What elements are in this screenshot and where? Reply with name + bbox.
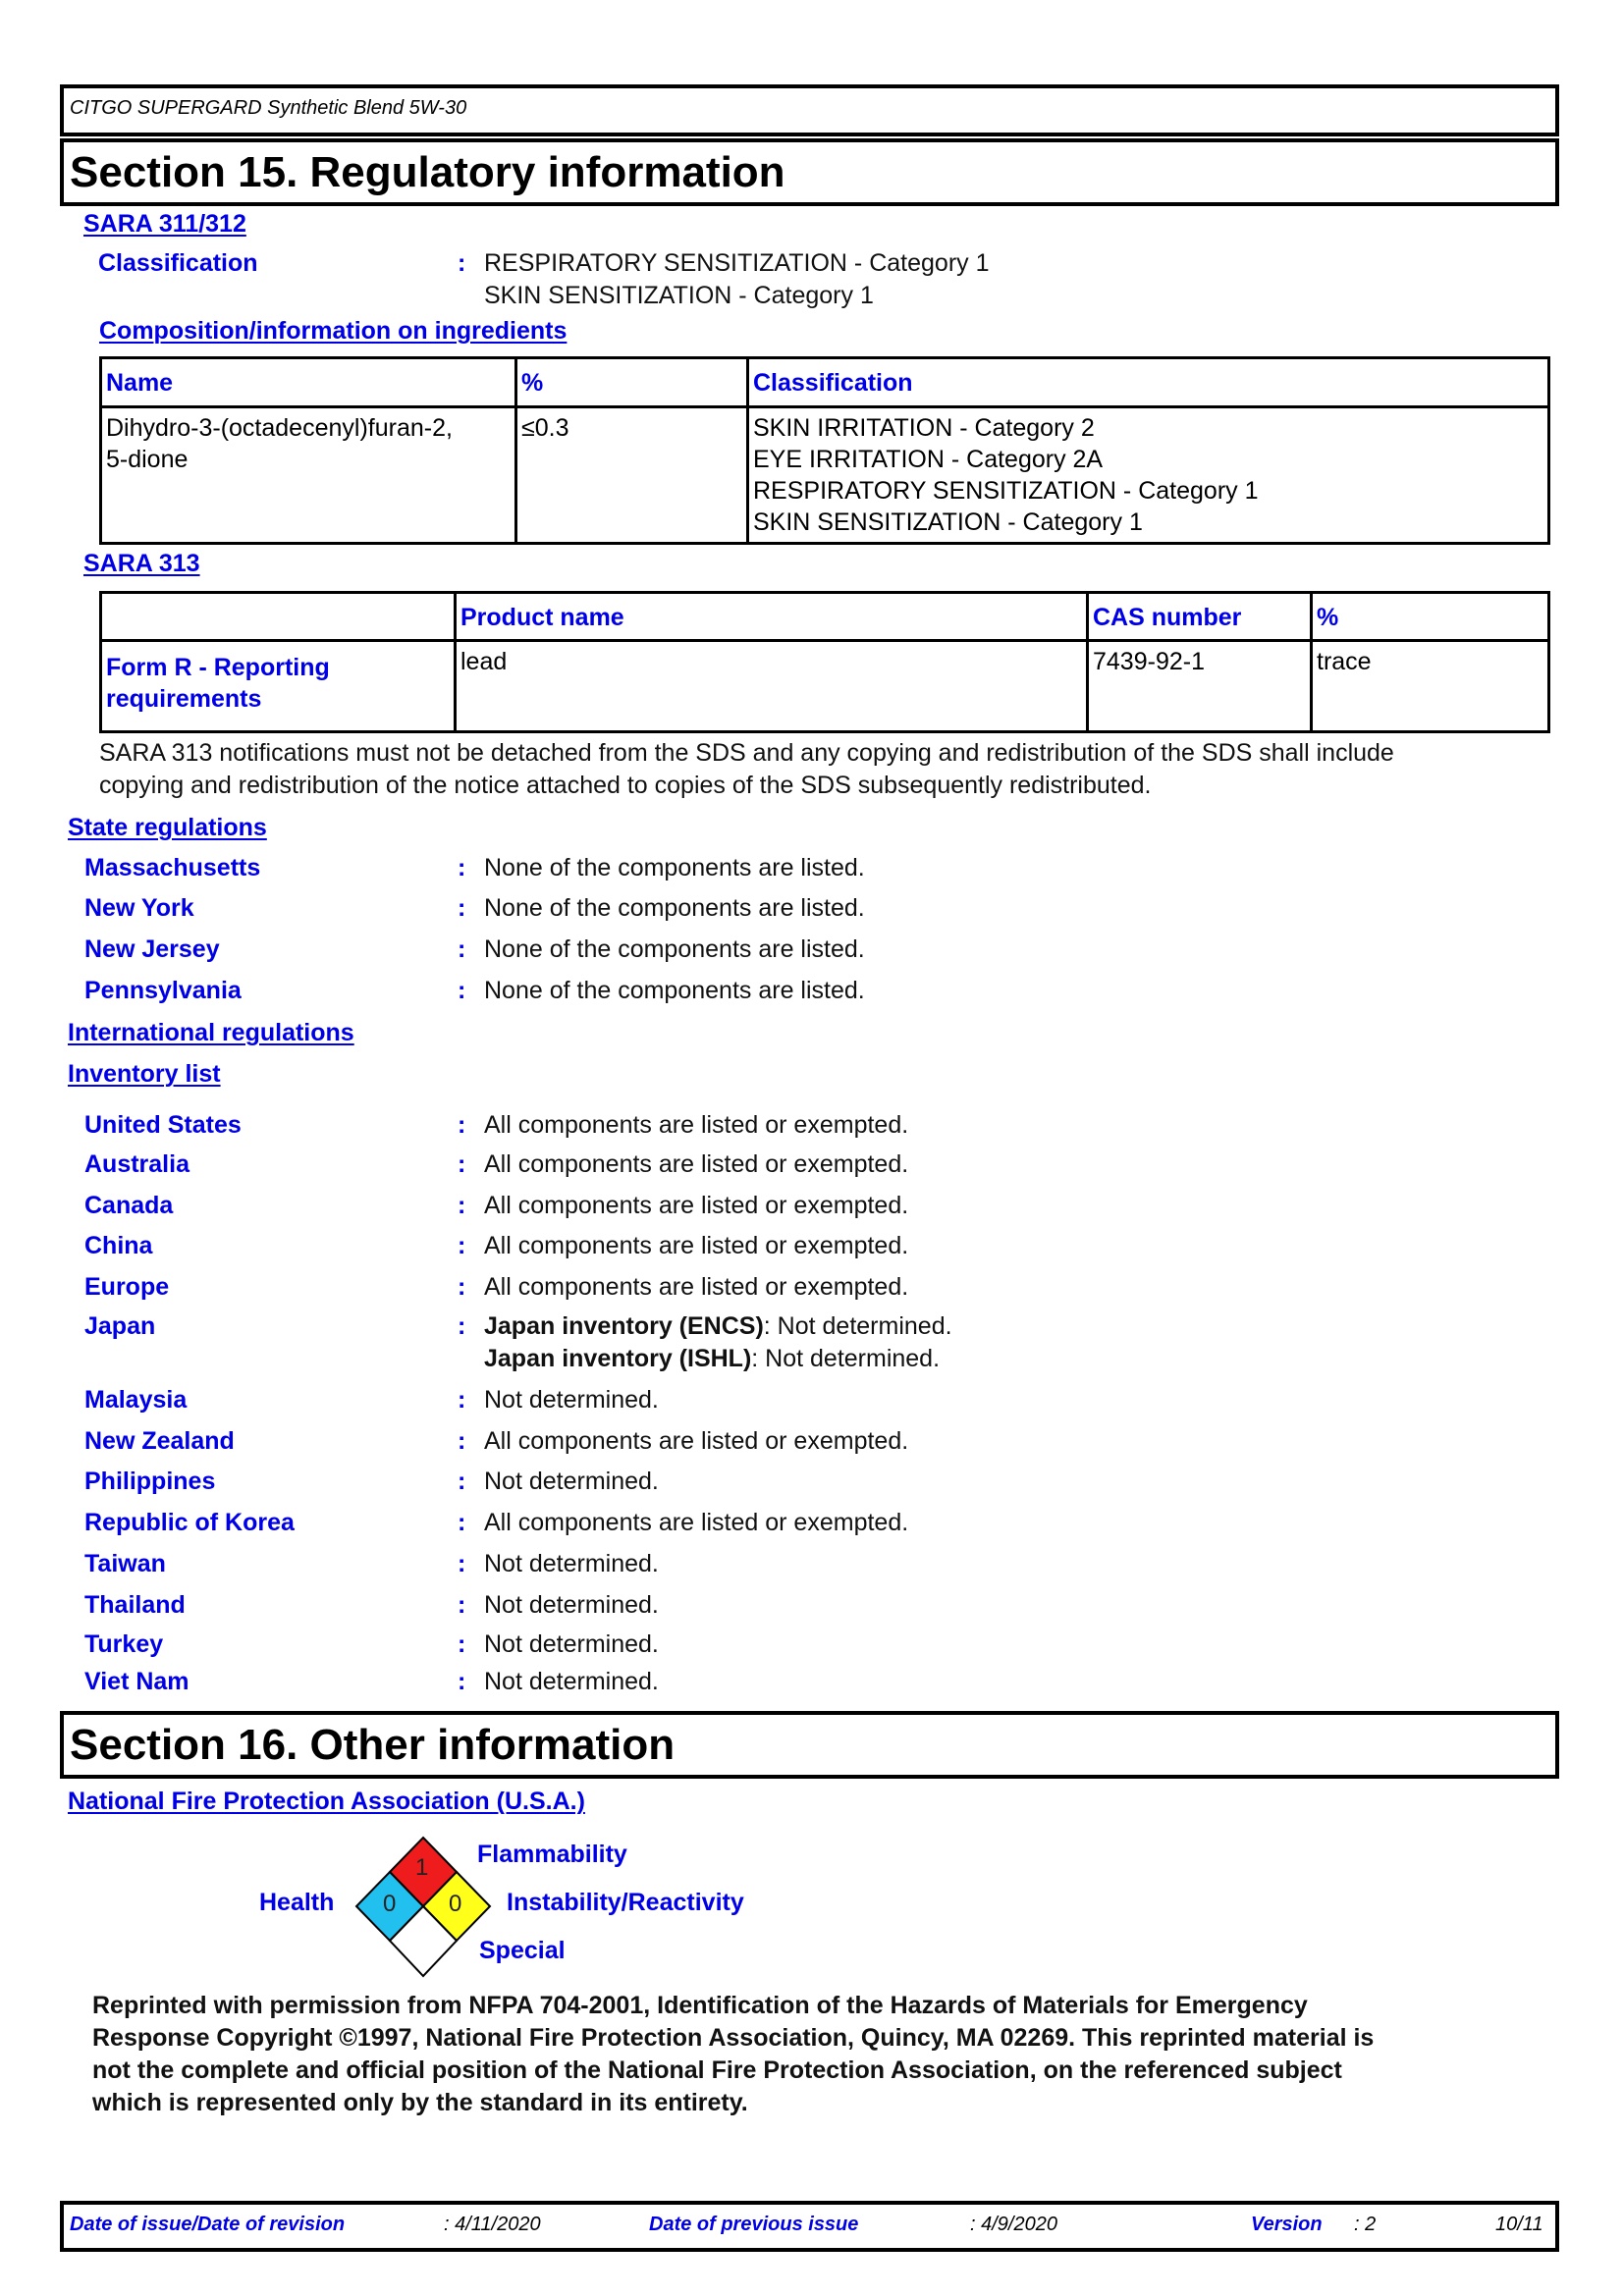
inventory-list-heading[interactable]: Inventory list	[68, 1060, 221, 1088]
inventory-value-australia: All components are listed or exempted.	[484, 1150, 909, 1178]
inventory-label-taiwan: Taiwan	[84, 1550, 166, 1577]
reprint-line-1: Reprinted with permission from NFPA 704-2001, Identification of the Hazards of Materials for Emergency	[92, 1992, 1308, 2019]
ingredient-class-1: SKIN IRRITATION - Category 2	[753, 414, 1095, 442]
product-name-cell: lead	[456, 641, 1088, 732]
reprint-line-3: not the complete and official position of the National Fire Protection Association, on the referenced subject	[92, 2056, 1342, 2084]
colon: :	[458, 854, 466, 881]
colon: :	[458, 1630, 466, 1658]
state-label-massachusetts: Massachusetts	[84, 854, 261, 881]
form-r-label	[101, 641, 456, 732]
nfpa-instability-label: Instability/Reactivity	[507, 1889, 744, 1916]
footer-issue-value: : 4/11/2020	[444, 2214, 541, 2235]
section-16-title-box	[60, 1711, 1559, 1779]
column-header-cas-number: CAS number	[1088, 593, 1312, 641]
international-regulations-heading[interactable]: International regulations	[68, 1019, 354, 1046]
footer-previous-label: Date of previous issue	[649, 2214, 859, 2235]
inventory-value-malaysia: Not determined.	[484, 1386, 659, 1414]
reprint-line-4: which is represented only by the standard in its entirety.	[92, 2089, 748, 2116]
column-header-name: Name	[101, 358, 516, 407]
ingredient-classification	[748, 407, 1549, 544]
nfpa-health-label: Health	[259, 1889, 335, 1916]
ingredient-name	[101, 407, 516, 544]
ingredient-name-line-2: 5-dione	[106, 446, 189, 473]
nfpa-flammability-label: Flammability	[477, 1841, 627, 1868]
inventory-label-europe: Europe	[84, 1273, 170, 1301]
inventory-value-turkey: Not determined.	[484, 1630, 659, 1658]
sara-313-table	[99, 591, 1550, 733]
inventory-label-australia: Australia	[84, 1150, 189, 1178]
colon: :	[458, 1386, 466, 1414]
ingredient-class-4: SKIN SENSITIZATION - Category 1	[753, 508, 1143, 536]
inventory-value-philippines: Not determined.	[484, 1468, 659, 1495]
column-header-blank	[101, 593, 456, 641]
colon: :	[458, 1468, 466, 1495]
colon: :	[458, 1192, 466, 1219]
composition-table	[99, 356, 1550, 545]
product-header-box	[60, 84, 1559, 136]
table-row	[101, 641, 1549, 732]
colon: :	[458, 1509, 466, 1536]
column-header-classification: Classification	[748, 358, 1549, 407]
japan-ishl-label: Japan inventory (ISHL)	[484, 1345, 752, 1372]
inventory-value-republic-of-korea: All components are listed or exempted.	[484, 1509, 909, 1536]
ingredient-percent: ≤0.3	[516, 407, 748, 544]
ingredient-name-line-1: Dihydro-3-(octadecenyl)furan-2,	[106, 414, 453, 442]
form-r-label-line-2: requirements	[106, 685, 262, 713]
sara-313-heading[interactable]: SARA 313	[83, 550, 200, 577]
colon: :	[458, 894, 466, 922]
footer-version-label: Version	[1251, 2214, 1323, 2235]
inventory-label-china: China	[84, 1232, 153, 1259]
inventory-label-canada: Canada	[84, 1192, 174, 1219]
colon: :	[458, 1273, 466, 1301]
nfpa-instability-value: 0	[449, 1891, 462, 1917]
classification-label: Classification	[98, 249, 258, 277]
state-value-new-jersey: None of the components are listed.	[484, 935, 865, 963]
inventory-value-united-states: All components are listed or exempted.	[484, 1111, 909, 1139]
sara-311-312-heading[interactable]: SARA 311/312	[83, 210, 246, 238]
column-header-percent: %	[1312, 593, 1549, 641]
colon: :	[458, 1427, 466, 1455]
column-header-percent: %	[516, 358, 748, 407]
inventory-label-republic-of-korea: Republic of Korea	[84, 1509, 295, 1536]
sara-313-note-line-2: copying and redistribution of the notice attached to copies of the SDS subsequently redistributed.	[99, 772, 1152, 799]
state-regulations-heading[interactable]: State regulations	[68, 814, 267, 841]
colon: :	[458, 1312, 466, 1340]
japan-encs-value: : Not determined.	[763, 1312, 952, 1340]
inventory-value-viet-nam: Not determined.	[484, 1668, 659, 1695]
inventory-label-philippines: Philippines	[84, 1468, 216, 1495]
inventory-value-japan-ishl	[484, 1344, 940, 1373]
nfpa-flammability-value: 1	[415, 1854, 429, 1881]
inventory-label-thailand: Thailand	[84, 1591, 186, 1619]
classification-value-2: SKIN SENSITIZATION - Category 1	[484, 282, 874, 309]
inventory-label-turkey: Turkey	[84, 1630, 164, 1658]
state-value-new-york: None of the components are listed.	[484, 894, 865, 922]
inventory-value-taiwan: Not determined.	[484, 1550, 659, 1577]
colon: :	[458, 1591, 466, 1619]
inventory-value-japan-encs	[484, 1311, 952, 1341]
inventory-value-canada: All components are listed or exempted.	[484, 1192, 909, 1219]
state-value-pennsylvania: None of the components are listed.	[484, 977, 865, 1004]
sara-313-note-line-1: SARA 313 notifications must not be detached from the SDS and any copying and redistribution of the SDS shall include	[99, 739, 1394, 767]
nfpa-heading[interactable]: National Fire Protection Association (U.S.A.)	[68, 1788, 585, 1815]
sara-313-table-header	[101, 593, 1549, 641]
nfpa-special-label: Special	[479, 1937, 566, 1964]
table-row	[101, 407, 1549, 544]
section-16-title: Section 16. Other information	[70, 1721, 676, 1769]
colon: :	[458, 1111, 466, 1139]
inventory-value-new-zealand: All components are listed or exempted.	[484, 1427, 909, 1455]
japan-encs-label: Japan inventory (ENCS)	[484, 1312, 764, 1340]
inventory-label-japan: Japan	[84, 1312, 156, 1340]
composition-heading[interactable]: Composition/information on ingredients	[99, 317, 568, 345]
state-label-new-jersey: New Jersey	[84, 935, 220, 963]
nfpa-health-value: 0	[383, 1891, 397, 1917]
footer-box	[60, 2201, 1559, 2252]
cas-number-cell: 7439-92-1	[1088, 641, 1312, 732]
column-header-product-name: Product name	[456, 593, 1088, 641]
inventory-value-china: All components are listed or exempted.	[484, 1232, 909, 1259]
colon: :	[458, 1668, 466, 1695]
footer-page-number: 10/11	[1495, 2214, 1543, 2235]
nfpa-diamond	[354, 1836, 492, 1978]
colon: :	[458, 1150, 466, 1178]
footer-issue-label: Date of issue/Date of revision	[70, 2214, 346, 2235]
percent-cell: trace	[1312, 641, 1549, 732]
colon: :	[458, 1550, 466, 1577]
inventory-label-malaysia: Malaysia	[84, 1386, 188, 1414]
footer-previous-value: : 4/9/2020	[970, 2214, 1057, 2235]
inventory-label-new-zealand: New Zealand	[84, 1427, 235, 1455]
classification-value-1: RESPIRATORY SENSITIZATION - Category 1	[484, 249, 990, 277]
nfpa-reprint-notice	[92, 1990, 1545, 2119]
inventory-value-europe: All components are listed or exempted.	[484, 1273, 909, 1301]
form-r-label-line-1: Form R - Reporting	[106, 654, 330, 681]
colon: :	[458, 977, 466, 1004]
ingredient-class-3: RESPIRATORY SENSITIZATION - Category 1	[753, 477, 1259, 505]
section-15-title: Section 15. Regulatory information	[70, 148, 785, 196]
inventory-label-united-states: United States	[84, 1111, 242, 1139]
ingredient-class-2: EYE IRRITATION - Category 2A	[753, 446, 1104, 473]
state-label-pennsylvania: Pennsylvania	[84, 977, 242, 1004]
classification-colon: :	[458, 249, 466, 277]
section-15-title-box	[60, 138, 1559, 206]
inventory-label-viet-nam: Viet Nam	[84, 1668, 189, 1695]
colon: :	[458, 1232, 466, 1259]
state-value-massachusetts: None of the components are listed.	[484, 854, 865, 881]
state-label-new-york: New York	[84, 894, 194, 922]
reprint-line-2: Response Copyright ©1997, National Fire Protection Association, Quincy, MA 02269. This reprinted material is	[92, 2024, 1375, 2052]
inventory-value-thailand: Not determined.	[484, 1591, 659, 1619]
product-name: CITGO SUPERGARD Synthetic Blend 5W-30	[70, 97, 467, 119]
footer-version-value: : 2	[1354, 2214, 1377, 2235]
colon: :	[458, 935, 466, 963]
composition-table-header	[101, 358, 1549, 407]
japan-ishl-value: : Not determined.	[751, 1345, 941, 1372]
